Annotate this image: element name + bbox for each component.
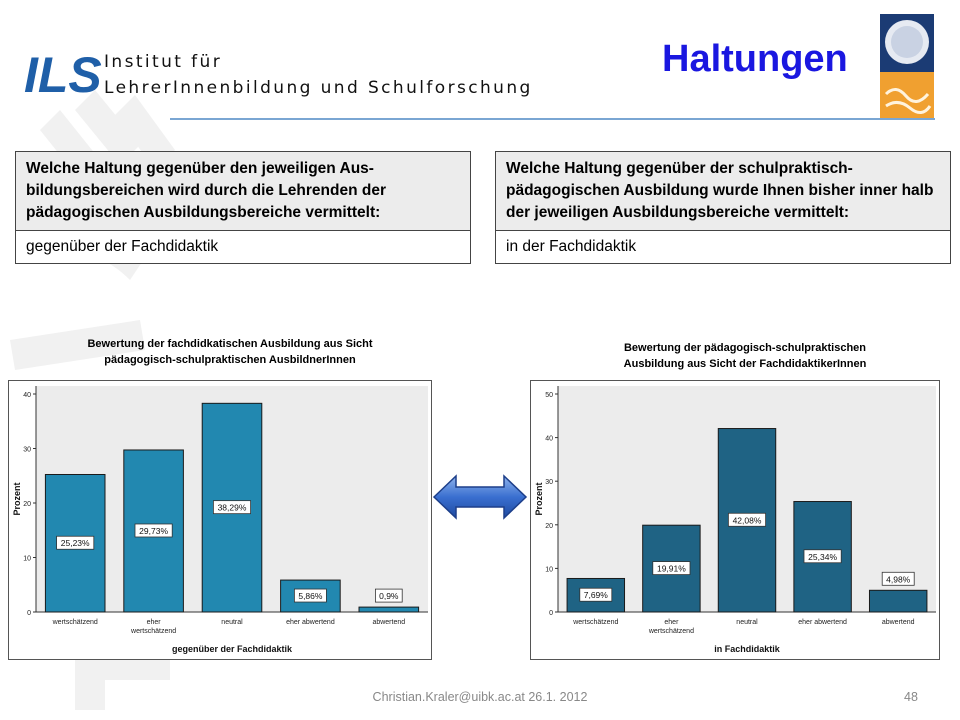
right-answer-text: in der Fachdidaktik [506,238,637,255]
y-tick-label: 0 [549,610,553,617]
institute-name-line1: Institut für [104,52,223,72]
data-label: 25,34% [808,551,838,562]
left-bar-chart-svg [8,380,432,660]
x-axis-label: gegenüber der Fachdidaktik [171,644,293,654]
x-tick-label: wertschätzend [573,619,619,626]
data-label: 7,69% [583,590,608,601]
slide-title: Haltungen [662,38,848,80]
data-label: 5,86% [298,591,323,602]
data-label: 4,98% [886,574,911,585]
x-tick-label: wertschätzend [52,619,98,626]
x-tick-label: eher abwertend [286,619,335,626]
logo-text: ILS [24,47,102,103]
right-question-text: Welche Haltung gegenüber der schulpraktisch-pädagogischen Ausbildung wurde Ihnen bisher inner halb der jeweiligen Ausbildungsbereiche vermittelt: [496,152,950,231]
x-tick-label: neutral [221,619,243,626]
data-label: 42,08% [732,515,762,526]
right-bar-chart-svg [530,380,940,660]
x-tick-label: neutral [736,619,758,626]
data-label: 29,73% [139,525,169,536]
footer-text: Christian.Kraler@uibk.ac.at 26.1. 2012 [372,690,588,704]
y-tick-label: 20 [545,522,553,530]
left-answer-text: gegenüber der Fachdidaktik [26,238,219,255]
left-chart-title-line1: Bewertung der fachdidkatischen Ausbildung aus Sicht [87,338,373,350]
y-tick-label: 40 [23,392,31,399]
ils-logo-icon [24,40,102,103]
x-axis-label: in Fachdidaktik [714,644,780,654]
x-tick-label: abwertend [372,619,406,626]
title-divider [170,118,935,120]
left-question-box [15,151,471,264]
y-axis-label: Prozent [12,482,22,516]
left-chart-title [40,336,420,368]
page-number: 48 [904,690,918,704]
y-tick-label: 30 [545,479,553,487]
right-chart-title-line1: Bewertung der pädagogisch-schulpraktischen [623,342,867,354]
x-tick-label: eher abwertend [798,619,847,626]
institute-name-line2: LehrerInnenbildung und Schulforschung [104,78,533,98]
x-tick-label: wertschätzend [648,628,694,635]
y-tick-label: 10 [545,566,553,574]
university-seal-icon [880,14,934,118]
y-tick-label: 40 [545,435,553,443]
data-label: 0,9% [379,591,399,602]
x-tick-label: eher [146,619,161,626]
right-question-box [495,151,951,264]
y-tick-label: 10 [23,555,31,563]
left-bar-chart [8,380,432,665]
y-tick-label: 30 [23,446,31,454]
right-bar-chart [530,380,940,665]
right-chart-title-line2: Ausbildung aus Sicht der FachdidaktikerInnen [623,358,867,370]
data-label: 38,29% [217,502,247,513]
y-axis-label: Prozent [534,482,544,516]
bar [869,590,926,612]
x-tick-label: wertschätzend [131,628,177,635]
double-arrow-icon [432,474,528,520]
x-tick-label: abwertend [881,619,915,626]
left-question-text: Welche Haltung gegenüber den jeweiligen Aus-bildungsbereichen wird durch die Lehrenden der pädagogischen Ausbildungsbereiche vermittelt: [16,152,470,231]
y-tick-label: 20 [23,501,31,508]
data-label: 19,91% [656,563,686,574]
data-label: 25,23% [60,538,90,549]
right-chart-title [560,340,930,372]
x-tick-label: eher [664,619,679,626]
left-chart-title-line2: pädagogisch-schulpraktischen AusbildnerInnen [104,354,356,366]
y-tick-label: 0 [27,610,31,617]
bar [359,607,419,612]
y-tick-label: 50 [545,392,553,399]
